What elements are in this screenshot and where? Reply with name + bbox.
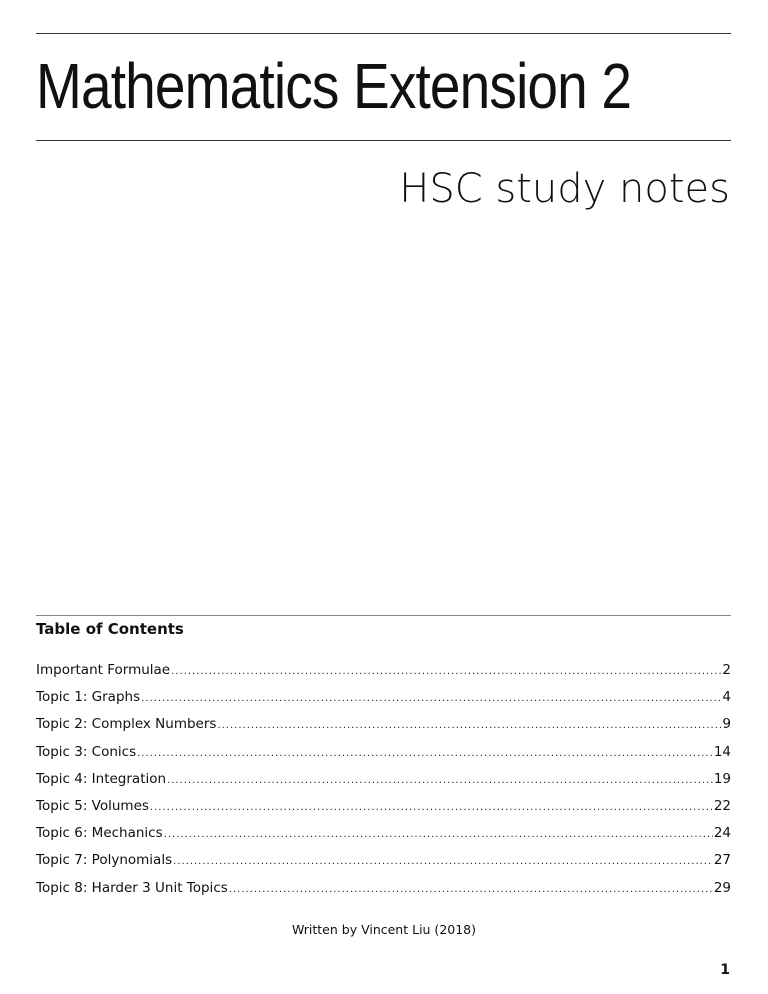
dot-leader [217, 720, 721, 731]
toc-rule [36, 615, 731, 616]
toc-entry-label: Topic 2: Complex Numbers [36, 716, 217, 733]
dot-leader [167, 775, 713, 786]
toc-entry[interactable] [36, 880, 731, 907]
dot-leader [137, 748, 713, 759]
page-number: 1 [720, 962, 730, 978]
toc-entry-label: Important Formulae [36, 662, 171, 678]
toc-entry-page: 19 [713, 770, 731, 787]
toc-entry-page: 27 [713, 852, 731, 869]
toc-entry-label: Topic 3: Conics [36, 743, 137, 760]
toc-entry-page: 29 [713, 879, 731, 896]
dot-leader [164, 829, 713, 840]
toc-entry[interactable] [36, 771, 731, 798]
top-rule [36, 33, 731, 34]
table-of-contents [36, 662, 731, 907]
toc-entry[interactable] [36, 662, 731, 689]
toc-entry[interactable] [36, 689, 731, 716]
toc-entry-label: Topic 7: Polynomials [36, 852, 173, 869]
toc-entry-page: 2 [722, 662, 731, 678]
toc-entry-page: 4 [722, 689, 731, 706]
toc-entry-page: 14 [713, 743, 731, 760]
toc-entry[interactable] [36, 716, 731, 743]
dot-leader [173, 856, 713, 867]
toc-entry[interactable] [36, 744, 731, 771]
toc-entry-label: Topic 5: Volumes [36, 797, 149, 814]
toc-entry[interactable] [36, 825, 731, 852]
title-rule [36, 140, 731, 141]
toc-heading: Table of Contents [36, 620, 184, 638]
toc-entry-label: Topic 8: Harder 3 Unit Topics [36, 879, 228, 896]
toc-entry-label: Topic 6: Mechanics [36, 825, 163, 842]
author-byline: Written by Vincent Liu (2018) [291, 922, 477, 937]
toc-entry-page: 9 [722, 716, 731, 733]
toc-entry-page: 24 [713, 825, 731, 842]
dot-leader [171, 666, 721, 677]
toc-entry[interactable] [36, 852, 731, 879]
document-title: Mathematics Extension 2 [36, 50, 632, 122]
toc-entry-label: Topic 4: Integration [36, 770, 167, 787]
toc-entry-page: 22 [713, 797, 731, 814]
dot-leader [141, 693, 721, 704]
dot-leader [229, 884, 713, 895]
toc-entry[interactable] [36, 798, 731, 825]
toc-entry-label: Topic 1: Graphs [36, 689, 141, 706]
dot-leader [150, 802, 713, 813]
document-subtitle: HSC study notes [399, 166, 730, 212]
